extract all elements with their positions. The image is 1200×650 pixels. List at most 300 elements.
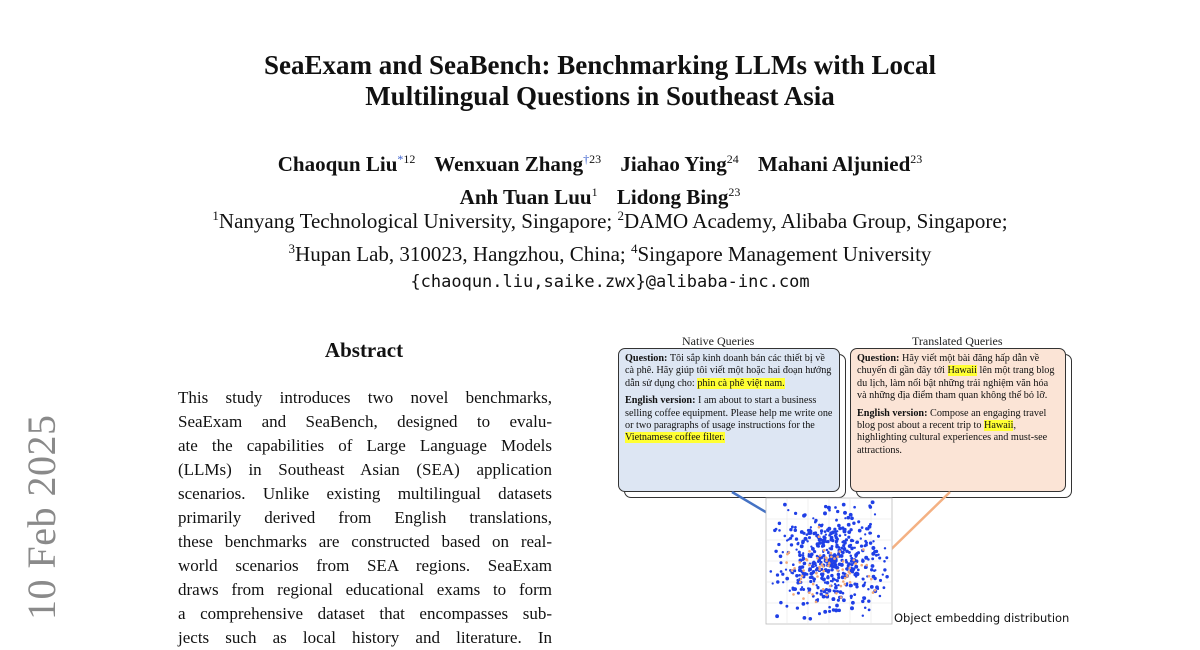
native-embedding-point [870, 568, 873, 571]
native-embedding-point [842, 503, 846, 507]
native-embedding-point [822, 579, 824, 581]
affil-text: Hupan Lab, 310023, Hangzhou, China; [295, 242, 631, 266]
english-text: Compose an engaging travel blog post about a recent trip to [857, 407, 1047, 432]
native-embedding-point [831, 597, 835, 601]
native-embedding-point [785, 569, 787, 571]
affil-sup: 4 [631, 241, 638, 256]
affil-text: Singapore Management University [637, 242, 932, 266]
native-embedding-point [869, 541, 872, 544]
native-embedding-point [817, 586, 820, 589]
native-embedding-point [803, 616, 807, 620]
translated-embedding-point [860, 564, 863, 567]
translated-embedding-point [825, 560, 828, 563]
native-embedding-point [792, 563, 795, 566]
native-embedding-point [803, 562, 807, 566]
native-embedding-point [807, 587, 809, 589]
figure-1 [610, 330, 1090, 630]
translated-embedding-point [788, 551, 791, 554]
native-embedding-point [798, 574, 801, 577]
native-embedding-point [820, 532, 822, 534]
translated-embedding-point [841, 568, 844, 571]
translated-embedding-point [801, 575, 804, 578]
native-embedding-point [798, 553, 802, 557]
question-text: Tôi sắp kinh doanh bán các thiết bị về cà phê. Hãy giúp tôi viết một hoặc hai đoạn hướng dẫn sử dụng cho: [625, 353, 832, 389]
native-embedding-point [864, 533, 866, 535]
native-embedding-point [798, 568, 802, 572]
native-embedding-point [832, 577, 834, 579]
native-embedding-point [850, 597, 852, 599]
native-embedding-point [802, 552, 804, 554]
embedding-caption: Object embedding distribution [894, 611, 1070, 625]
translated-embedding-point [827, 565, 830, 568]
native-embedding-point [816, 555, 819, 558]
native-embedding-point [827, 551, 830, 554]
abstract-line: jects such as local history and literature. In [178, 628, 552, 647]
native-embedding-point [824, 505, 827, 508]
native-embedding-point [823, 511, 827, 515]
native-embedding-point [812, 577, 816, 581]
translated-embedding-point [844, 577, 847, 580]
native-embedding-point [846, 582, 848, 584]
native-embedding-point [796, 606, 799, 609]
translated-embedding-point [811, 593, 814, 596]
native-embedding-point [810, 526, 812, 528]
native-embedding-point [789, 590, 791, 592]
native-embedding-point [853, 593, 856, 596]
paper-title [0, 50, 1200, 112]
native-embedding-point [837, 584, 839, 586]
native-embedding-point [784, 535, 787, 538]
native-embedding-point [825, 533, 827, 535]
translated-embedding-point [830, 556, 833, 559]
native-embedding-point [833, 564, 837, 568]
native-embedding-point [794, 526, 797, 529]
native-embedding-point [813, 550, 816, 553]
author-name: Jiahao Ying [620, 152, 727, 176]
native-embedding-point [780, 570, 783, 573]
native-embedding-point [833, 561, 837, 565]
native-embedding-point [874, 513, 876, 515]
title-line-1: SeaExam and SeaBench: Benchmarking LLMs with Local [263, 50, 937, 80]
native-embedding-point [838, 563, 841, 566]
author-email[interactable]: {chaoqun.liu,saike.zwx}@alibaba-inc.com [410, 272, 810, 292]
native-embedding-point [795, 548, 797, 550]
native-embedding-point [809, 528, 811, 530]
native-embedding-point [835, 519, 838, 522]
translated-embedding-point [874, 589, 877, 592]
author-affil-sup: 24 [726, 152, 739, 166]
author-name: Chaoqun Liu [277, 152, 398, 176]
author-mark: † [583, 152, 590, 166]
native-embedding-point [858, 529, 862, 533]
native-embedding-point [802, 532, 805, 535]
native-embedding-point [774, 550, 777, 553]
translated-embedding-point [815, 601, 818, 604]
native-embedding-point [871, 564, 875, 568]
translated-embedding-point [865, 564, 868, 567]
native-embedding-point [785, 605, 788, 608]
native-embedding-point [826, 540, 829, 543]
native-embedding-point [820, 561, 823, 564]
native-embedding-point [843, 547, 845, 549]
native-embedding-point [794, 512, 797, 515]
abstract-line: world scenarios from SEA regions. SeaExam [178, 556, 552, 575]
native-embedding-point [795, 537, 798, 540]
native-embedding-point [783, 503, 787, 507]
affil-sup: 1 [212, 208, 219, 223]
native-embedding-point [775, 614, 779, 618]
translated-embedding-point [799, 561, 802, 564]
abstract-line: primarily derived from English translations, [178, 508, 552, 527]
native-embedding-point [849, 513, 853, 517]
native-embedding-point [823, 610, 827, 614]
native-embedding-point [882, 573, 884, 575]
native-embedding-point [856, 540, 859, 543]
native-embedding-point [809, 617, 813, 621]
author-affil-sup: 23 [589, 152, 602, 166]
title-line-2: Multilingual Questions in Southeast Asia [365, 81, 835, 111]
native-embedding-point [835, 604, 839, 608]
native-embedding-point [854, 547, 856, 549]
abstract-line: scenarios. Unlike existing multilingual datasets [178, 484, 552, 503]
native-embedding-point [808, 570, 810, 572]
native-embedding-point [847, 530, 851, 534]
native-embedding-point [802, 554, 805, 557]
native-embedding-point [832, 608, 835, 611]
native-embedding-point [821, 574, 824, 577]
native-embedding-point [850, 555, 853, 558]
translated-embedding-point [872, 591, 875, 594]
translated-embedding-point [791, 569, 794, 572]
author-mark: * [397, 152, 404, 166]
translated-embedding-point [793, 567, 796, 570]
affiliations [0, 202, 1200, 296]
affil-text: DAMO Academy, Alibaba Group, Singapore; [624, 209, 1008, 233]
native-embedding-point [865, 543, 868, 546]
native-embedding-point [773, 529, 776, 532]
native-embedding-point [865, 527, 868, 530]
abstract-line: This study introduces two novel benchmarks, [178, 388, 552, 407]
translated-embedding-point [840, 585, 843, 588]
native-embedding-point [877, 588, 879, 590]
native-embedding-point [871, 557, 874, 560]
native-embedding-point [842, 540, 846, 544]
translated-embedding-point [785, 561, 788, 564]
translated-embedding-point [800, 578, 803, 581]
translated-embedding-point [830, 552, 833, 555]
native-embedding-point [820, 529, 823, 532]
translated-embedding-point [819, 554, 822, 557]
native-embedding-point [777, 543, 780, 546]
native-embedding-point [834, 579, 836, 581]
native-embedding-point [795, 574, 798, 577]
native-embedding-point [844, 517, 846, 519]
native-embedding-point [843, 511, 847, 514]
native-embedding-point [868, 532, 871, 535]
native-embedding-point [791, 586, 794, 589]
native-embedding-point [778, 522, 781, 525]
native-embedding-point [828, 610, 831, 613]
english-label: English version: [857, 407, 928, 419]
native-embedding-point [779, 555, 783, 559]
native-embedding-point [837, 599, 840, 602]
native-embedding-point [862, 614, 864, 616]
native-embedding-point [818, 538, 822, 542]
native-embedding-point [834, 506, 837, 509]
translated-embedding-point [855, 562, 858, 565]
abstract-line: a comprehensive dataset that encompasses sub- [178, 604, 552, 623]
translated-embedding-point [823, 549, 826, 552]
native-embedding-point [847, 564, 850, 567]
native-embedding-point [772, 582, 774, 584]
native-embedding-point [879, 595, 882, 598]
translated-embedding-point [799, 581, 802, 584]
native-embedding-point [787, 509, 789, 511]
native-embedding-point [806, 602, 809, 605]
native-embedding-point [852, 539, 855, 542]
native-embedding-point [862, 596, 866, 600]
native-embedding-point [867, 600, 870, 603]
native-embedding-point [826, 581, 830, 585]
native-embedding-point [867, 588, 869, 590]
highlight-text: Hawaii [947, 365, 977, 377]
native-embedding-point [864, 540, 867, 543]
abstract-line: ate the capabilities of Large Language Models [178, 436, 552, 455]
translated-embedding-point [812, 583, 815, 586]
native-embedding-point [836, 510, 839, 513]
native-embedding-point [844, 534, 846, 536]
native-embedding-point [850, 563, 853, 566]
native-embedding-point [780, 561, 783, 564]
translated-embedding-point [838, 550, 841, 553]
native-embedding-point [802, 588, 805, 591]
native-embedding-point [798, 551, 801, 554]
native-embedding-point [818, 612, 821, 615]
native-embedding-point [836, 566, 839, 569]
translated-embedding-point [822, 565, 825, 568]
translated-embedding-point [825, 557, 828, 560]
translated-embedding-point [808, 550, 811, 553]
english-text: I am about to start a business selling coffee equipment. Please help me write one or two paragraphs of usage instructions for the [625, 395, 833, 432]
native-embedding-point [835, 533, 838, 536]
native-embedding-point [797, 592, 800, 595]
native-embedding-point [883, 568, 886, 571]
native-embedding-point [844, 528, 847, 531]
native-embedding-point [839, 534, 842, 537]
native-embedding-point [873, 569, 876, 572]
native-embedding-point [802, 557, 805, 560]
native-embedding-point [806, 533, 809, 536]
native-embedding-point [814, 519, 817, 522]
native-embedding-point [852, 522, 855, 525]
native-embedding-point [830, 568, 833, 571]
translated-embedding-point [822, 588, 825, 591]
native-embedding-point [811, 571, 814, 574]
native-embedding-point [885, 556, 888, 559]
native-embedding-point [850, 516, 854, 520]
translated-embedding-point [836, 569, 839, 572]
translated-embedding-point [829, 585, 832, 588]
translated-embedding-point [818, 535, 821, 538]
translated-embedding-point [822, 570, 825, 573]
native-embedding-point [829, 531, 833, 535]
native-embedding-point [835, 585, 838, 588]
native-embedding-point [847, 523, 851, 527]
native-embedding-point [864, 567, 866, 569]
native-embedding-point [770, 570, 773, 573]
native-embedding-point [855, 555, 858, 558]
native-embedding-point [816, 592, 819, 595]
native-embedding-point [776, 580, 779, 583]
translated-embedding-point [846, 575, 849, 578]
abstract-body [178, 386, 552, 650]
translated-embedding-point [816, 557, 819, 560]
translated-queries-label: Translated Queries [912, 334, 1003, 348]
native-embedding-point [800, 544, 804, 548]
native-embedding-point [857, 551, 860, 554]
native-embedding-point [871, 552, 875, 556]
abstract-line: draws from regional educational exams to form [178, 580, 552, 599]
translated-embedding-point [868, 575, 871, 578]
native-embedding-point [869, 523, 872, 526]
native-embedding-point [883, 586, 886, 589]
native-embedding-point [842, 592, 845, 595]
native-embedding-point [850, 606, 854, 610]
native-embedding-point [792, 572, 795, 575]
native-embedding-point [851, 601, 855, 605]
translated-embedding-point [818, 568, 821, 571]
native-embedding-point [837, 573, 841, 577]
native-embedding-point [833, 589, 836, 592]
native-embedding-point [867, 558, 870, 561]
affil-text: Nanyang Technological University, Singapore; [218, 209, 618, 233]
native-embedding-point [861, 559, 865, 563]
native-embedding-point [850, 547, 853, 550]
native-embedding-point [879, 579, 882, 582]
translated-embedding-point [808, 591, 811, 594]
native-embedding-point [824, 530, 827, 533]
native-embedding-point [868, 609, 871, 612]
native-embedding-point [804, 572, 808, 576]
native-embedding-point [781, 573, 784, 576]
native-embedding-point [835, 541, 838, 544]
native-embedding-point [860, 537, 862, 539]
arxiv-date-stamp: 10 Feb 2025 [19, 414, 64, 620]
native-embedding-point [877, 535, 880, 538]
native-embedding-point [830, 547, 833, 550]
question-label: Question: [857, 353, 900, 364]
native-embedding-point [835, 543, 838, 546]
native-embedding-point [790, 534, 793, 537]
native-embedding-point [811, 565, 814, 568]
native-embedding-point [827, 575, 830, 578]
native-embedding-point [853, 506, 856, 509]
question-label: Question: [625, 353, 668, 364]
author-name: Anh Tuan Luu [459, 185, 592, 209]
affiliation-line-1 [0, 202, 1200, 235]
translated-embedding-point [844, 583, 847, 586]
native-embedding-point [847, 516, 851, 520]
native-embedding-point [808, 536, 811, 539]
native-embedding-point [864, 606, 867, 609]
translated-embedding-point [826, 594, 829, 597]
translated-embedding-point [848, 567, 851, 570]
native-embedding-point [822, 535, 826, 539]
author-affil-sup: 12 [403, 152, 416, 166]
native-embedding-point [883, 560, 886, 563]
native-embedding-point [868, 504, 871, 507]
native-embedding-point [854, 565, 858, 569]
english-label: English version: [625, 395, 696, 407]
native-embedding-point [816, 544, 819, 547]
native-embedding-point [842, 544, 845, 547]
translated-embedding-point [842, 560, 845, 563]
native-embedding-point [842, 598, 846, 602]
native-embedding-point [817, 598, 819, 600]
native-embedding-point [810, 545, 812, 547]
author-name: Wenxuan Zhang [434, 152, 584, 176]
native-embedding-point [791, 526, 794, 529]
author-line-1 [0, 145, 1200, 178]
native-embedding-point [847, 536, 850, 539]
native-embedding-point [841, 527, 844, 530]
native-embedding-point [870, 585, 874, 589]
translated-embedding-point [792, 593, 795, 596]
native-embedding-point [861, 600, 864, 603]
native-embedding-point [842, 572, 845, 575]
native-embedding-point [836, 537, 839, 540]
native-embedding-point [812, 517, 814, 519]
native-embedding-point [885, 575, 888, 578]
translated-embedding-point [833, 557, 836, 560]
native-embedding-point [794, 528, 798, 532]
native-embedding-point [814, 531, 817, 534]
question-text: lên một trang blog du lịch, làm nổi bật những trải nghiệm văn hóa và những địa điểm tham quan không thể bỏ lỡ. [857, 365, 1055, 402]
native-embedding-point [818, 557, 821, 560]
highlight-text: Hawaii [984, 420, 1014, 432]
translated-embedding-point [836, 555, 839, 558]
native-embedding-point [776, 573, 779, 576]
abstract-line: SeaExam and SeaBench, designed to evalu- [178, 412, 552, 431]
native-embedding-point [802, 514, 806, 518]
translated-embedding-point [818, 566, 821, 569]
native-embedding-point [884, 547, 886, 549]
native-embedding-point [871, 546, 875, 550]
native-embedding-point [830, 580, 832, 582]
native-embedding-point [877, 554, 879, 556]
translated-embedding-point [849, 581, 852, 584]
native-embedding-point [813, 562, 816, 565]
translated-embedding-point [816, 575, 819, 578]
native-embedding-point [849, 584, 852, 587]
native-embedding-point [872, 540, 874, 542]
native-embedding-point [790, 543, 793, 546]
translated-embedding-point [862, 548, 865, 551]
abstract-line: (LLMs) in Southeast Asian (SEA) application [178, 460, 552, 479]
native-embedding-point [845, 559, 848, 562]
native-embedding-point [855, 575, 858, 578]
translated-embedding-point [847, 570, 850, 573]
affil-sup: 2 [617, 208, 625, 223]
native-embedding-point [778, 529, 781, 532]
native-embedding-point [878, 556, 881, 559]
translated-embedding-point [842, 580, 845, 583]
author-affil-sup: 23 [728, 185, 741, 199]
native-embedding-point [820, 592, 823, 595]
question-text: Hãy viết một bài đăng hấp dẫn về chuyến đi gần đây tới [857, 353, 1040, 377]
translated-embedding-point [818, 526, 821, 529]
translated-embedding-point [840, 596, 843, 599]
